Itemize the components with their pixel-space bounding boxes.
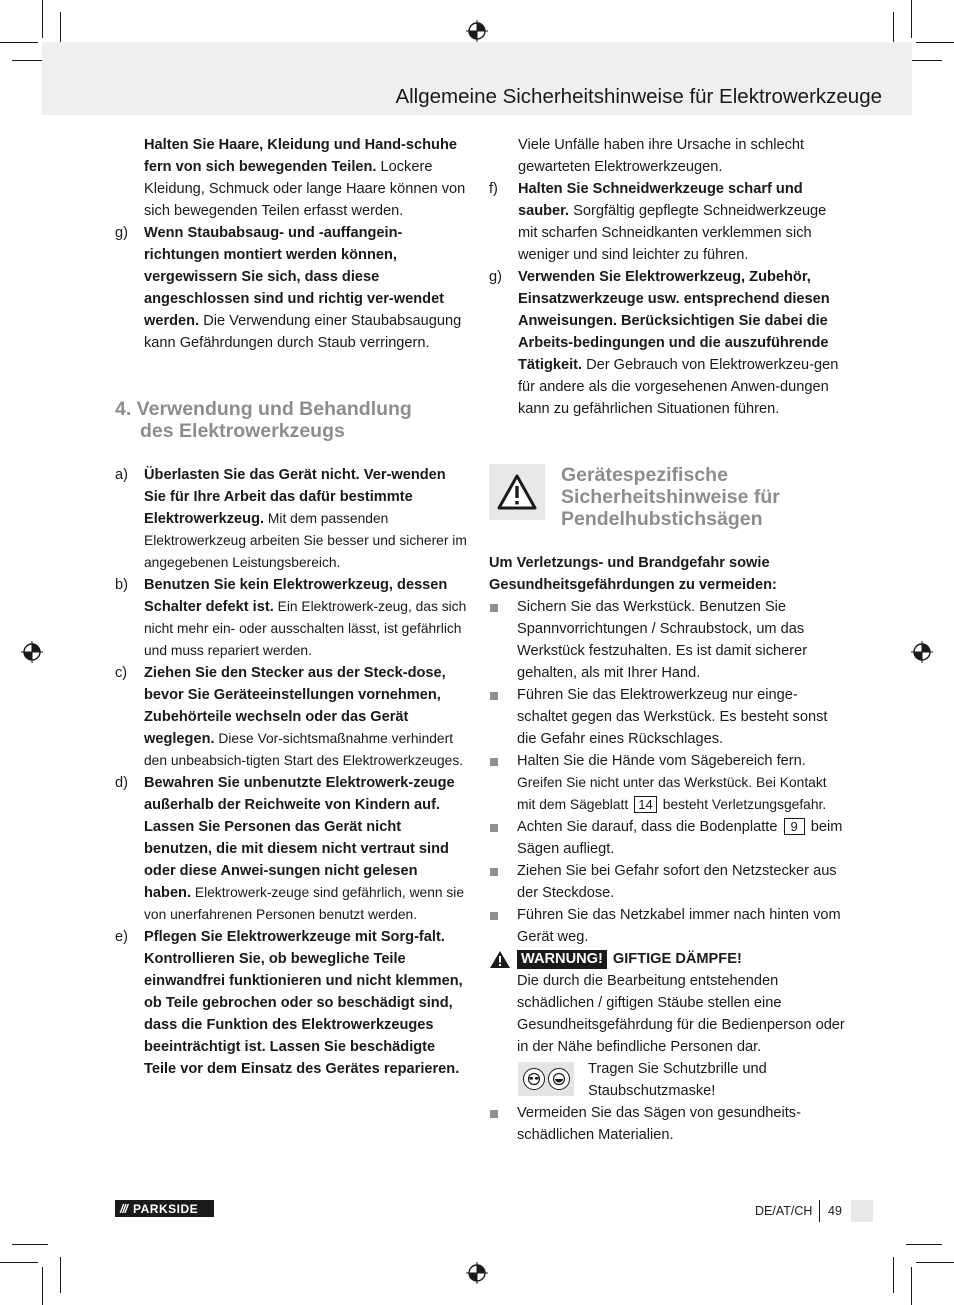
page-number: 49 bbox=[828, 1204, 842, 1218]
item-bold: Verwenden Sie Elektrowerkzeug, Zubehör, Einsatzwerkzeuge usw. entsprechend diesen Anweisungen. Berücksichtigen Sie dabei die Arbeits-bedingungen und die auszuführende Tätigkeit. bbox=[518, 269, 830, 373]
list-item bbox=[115, 662, 467, 772]
item-text: Ein Elektrowerk-zeug, das sich nicht mehr ein- oder ausschalten lässt, ist gefährlich und muss repariert werden. bbox=[144, 599, 467, 658]
item-text: Viele Unfälle haben ihre Ursache in schlecht gewarteten Elektrowerkzeugen. bbox=[518, 137, 805, 175]
bullet-square-icon bbox=[490, 1110, 498, 1118]
crop-mark bbox=[42, 1267, 43, 1305]
item-bold: Halten Sie Schneidwerkzeuge scharf und sauber. bbox=[518, 181, 803, 219]
list-item bbox=[489, 134, 845, 178]
crop-mark bbox=[911, 0, 912, 38]
warning-row bbox=[489, 948, 845, 970]
item-label: d) bbox=[115, 775, 128, 791]
section-title-line: Sicherheitshinweise für bbox=[561, 486, 780, 508]
list-item bbox=[489, 266, 845, 420]
bullet-square-icon bbox=[490, 868, 498, 876]
warning-title: GIFTIGE DÄMPFE! bbox=[612, 951, 742, 967]
lead-text: Um Verletzungs- und Brandgefahr sowie Gesundheitsgefährdungen zu vermeiden: bbox=[489, 555, 777, 593]
right-column bbox=[489, 134, 845, 1146]
logo-text: PARKSIDE bbox=[133, 1201, 199, 1216]
specific-safety-header bbox=[489, 464, 845, 530]
list-item bbox=[115, 926, 467, 1080]
bullet-square-icon bbox=[490, 604, 498, 612]
section-title-line: des Elektrowerkzeugs bbox=[140, 420, 345, 442]
section-title bbox=[561, 464, 780, 530]
bullet-text: beim Sägen aufliegt. bbox=[517, 819, 843, 857]
bullet-square-icon bbox=[490, 758, 498, 766]
section-title-line: Gerätespezifische bbox=[561, 464, 728, 486]
item-text: Der Gebrauch von Elektrowerkzeu-gen für andere als die vorgesehenen Anwen-dungen kann zu gefährlichen Situationen führen. bbox=[518, 357, 839, 417]
bullet-text: Ziehen Sie bei Gefahr sofort den Netzstecker aus der Steckdose. bbox=[517, 863, 837, 901]
part-number: 14 bbox=[634, 796, 656, 813]
bullet-square-icon bbox=[490, 824, 498, 832]
ppe-text: Tragen Sie Schutzbrille und Staubschutzmaske! bbox=[588, 1061, 767, 1099]
item-label: f) bbox=[489, 181, 498, 197]
bullet-text: Greifen Sie nicht unter das Werkstück. Bei Kontakt mit dem Sägeblatt bbox=[517, 775, 827, 812]
registration-mark-icon bbox=[21, 641, 43, 663]
dust-mask-icon bbox=[548, 1068, 570, 1090]
item-label: c) bbox=[115, 665, 128, 681]
registration-mark-icon bbox=[911, 641, 933, 663]
item-text: Elektrowerk-zeuge sind gefährlich, wenn sie von unerfahrenen Personen benutzt werden. bbox=[144, 885, 465, 922]
bullet-item bbox=[489, 684, 845, 750]
bullet-item bbox=[489, 904, 845, 948]
bullet-text: Achten Sie darauf, dass die Bodenplatte bbox=[517, 819, 778, 835]
bullet-square-icon bbox=[490, 692, 498, 700]
left-column bbox=[115, 134, 467, 1080]
bullet-text: Führen Sie das Netzkabel immer nach hinten vom Gerät weg. bbox=[517, 907, 841, 945]
bullet-text: besteht Verletzungsgefahr. bbox=[662, 797, 827, 812]
registration-mark-icon bbox=[466, 1262, 488, 1284]
item-bold: Pflegen Sie Elektrowerkzeuge mit Sorg-falt. Kontrollieren Sie, ob bewegliche Teile einwandfrei funktionieren und nicht klemmen, ob Teile gebrochen oder so beschädigt sind, dass die Funktion des Elektrowerkzeuges beeinträchtigt ist. Lassen Sie beschädigte Teile vor dem Einsatz des Gerätes reparieren. bbox=[144, 929, 463, 1077]
ppe-icons bbox=[518, 1062, 574, 1096]
item-bold: Halten Sie Haare, Kleidung und Hand-schuhe fern von sich bewegenden Teilen. bbox=[144, 137, 458, 175]
bullet-square-icon bbox=[490, 912, 498, 920]
item-bold: Benutzen Sie kein Elektrowerkzeug, dessen Schalter defekt ist. bbox=[144, 577, 448, 615]
crop-mark bbox=[916, 42, 954, 43]
bullet-text: Sichern Sie das Werkstück. Benutzen Sie Spannvorrichtungen / Schraubstock, um das Werkstück festzuhalten. Es ist damit sicherer gehalten, als mit Ihrer Hand. bbox=[517, 599, 808, 681]
registration-mark-icon bbox=[466, 20, 488, 42]
section-title-line: Pendelhubstichsägen bbox=[561, 508, 763, 530]
item-bold: Wenn Staubabsaug- und -auffangein-richtungen montiert werden können, vergewissern Sie sich, dass diese angeschlossen sind und richtig ver-wendet werden. bbox=[144, 225, 445, 329]
section-title bbox=[115, 398, 467, 442]
bullet-item bbox=[489, 816, 845, 860]
item-bold: Ziehen Sie den Stecker aus der Steck-dose, bevor Sie Geräteeinstellungen vornehmen, Zubehörteile wechseln oder das Gerät weglegen. bbox=[144, 665, 446, 747]
crop-mark bbox=[911, 1267, 912, 1305]
brand-logo bbox=[115, 1200, 214, 1217]
crop-mark bbox=[916, 1262, 954, 1263]
crop-mark bbox=[893, 1257, 894, 1293]
item-label: g) bbox=[115, 225, 128, 241]
list-item bbox=[489, 178, 845, 266]
item-text: Sorgfältig gepflegte Schneidwerkzeuge mit scharfen Schneidkanten verklemmen sich weniger und sind leichter zu führen. bbox=[518, 203, 827, 263]
item-bold: Überlasten Sie das Gerät nicht. Ver-wenden Sie für Ihre Arbeit das dafür bestimmte Elektrowerkzeug. bbox=[144, 467, 446, 527]
footer-divider bbox=[819, 1200, 820, 1222]
bullet-item bbox=[489, 1102, 845, 1146]
logo-stripes: /// bbox=[120, 1201, 128, 1216]
part-number: 9 bbox=[784, 818, 805, 835]
item-text: Lockere Kleidung, Schmuck oder lange Haare können von sich bewegenden Teilen erfasst werden. bbox=[144, 159, 466, 219]
list-item bbox=[115, 134, 467, 222]
country-code: DE/AT/CH bbox=[755, 1204, 813, 1218]
warning-text: Die durch die Bearbeitung entstehenden schädlichen / giftigen Stäube stellen eine Gesundheitsgefährdung für die Bedienperson oder in der Nähe befindliche Personen dar. bbox=[517, 973, 845, 1055]
crop-mark bbox=[0, 42, 38, 43]
list-item bbox=[115, 464, 467, 574]
bullet-text: Vermeiden Sie das Sägen von gesundheits-schädlichen Materialien. bbox=[517, 1105, 801, 1143]
list-item bbox=[115, 222, 467, 354]
item-text: Diese Vor-sichtsmaßnahme verhindert den unbeabsich-tigten Start des Elektrowerkzeuges. bbox=[144, 731, 464, 768]
bullet-item bbox=[489, 750, 845, 816]
section-title-line: 4. Verwendung und Behandlung bbox=[115, 398, 412, 420]
ppe-row bbox=[489, 1058, 845, 1102]
warning-triangle-box bbox=[489, 464, 545, 520]
warning-badge: WARNUNG! bbox=[517, 950, 607, 969]
bullet-text: Halten Sie die Hände vom Sägebereich fern. bbox=[517, 753, 806, 769]
footer-tab bbox=[851, 1200, 873, 1222]
item-text: Mit dem passenden Elektrowerkzeug arbeiten Sie besser und sicherer im angegebenen Leistungsbereich. bbox=[144, 511, 467, 570]
item-bold: Bewahren Sie unbenutzte Elektrowerk-zeuge außerhalb der Reichweite von Kindern auf. Lassen Sie Personen das Gerät nicht benutzen, die mit diesem nicht vertraut sind oder diese Anwei-sungen nicht gelesen haben. bbox=[144, 775, 455, 901]
item-label: e) bbox=[115, 929, 128, 945]
safety-goggles-icon bbox=[523, 1068, 545, 1090]
item-label: b) bbox=[115, 577, 128, 593]
page-title: Allgemeine Sicherheitshinweise für Elektrowerkzeuge bbox=[395, 85, 882, 108]
list-item bbox=[115, 772, 467, 926]
crop-mark bbox=[906, 1244, 942, 1245]
crop-mark bbox=[0, 1262, 38, 1263]
list-item bbox=[115, 574, 467, 662]
bullet-item bbox=[489, 596, 845, 684]
warning-triangle-icon bbox=[489, 950, 511, 969]
warning-triangle-icon bbox=[497, 474, 537, 510]
crop-mark bbox=[60, 1257, 61, 1293]
item-text: Die Verwendung einer Staubabsaugung kann Gefährdungen durch Staub verringern. bbox=[144, 313, 462, 351]
item-label: g) bbox=[489, 269, 502, 285]
item-label: a) bbox=[115, 467, 128, 483]
bullet-item bbox=[489, 860, 845, 904]
bullet-text: Führen Sie das Elektrowerkzeug nur einge-schaltet gegen das Werkstück. Es besteht sonst die Gefahr eines Rückschlages. bbox=[517, 687, 828, 747]
crop-mark bbox=[12, 1244, 48, 1245]
crop-mark bbox=[42, 0, 43, 38]
